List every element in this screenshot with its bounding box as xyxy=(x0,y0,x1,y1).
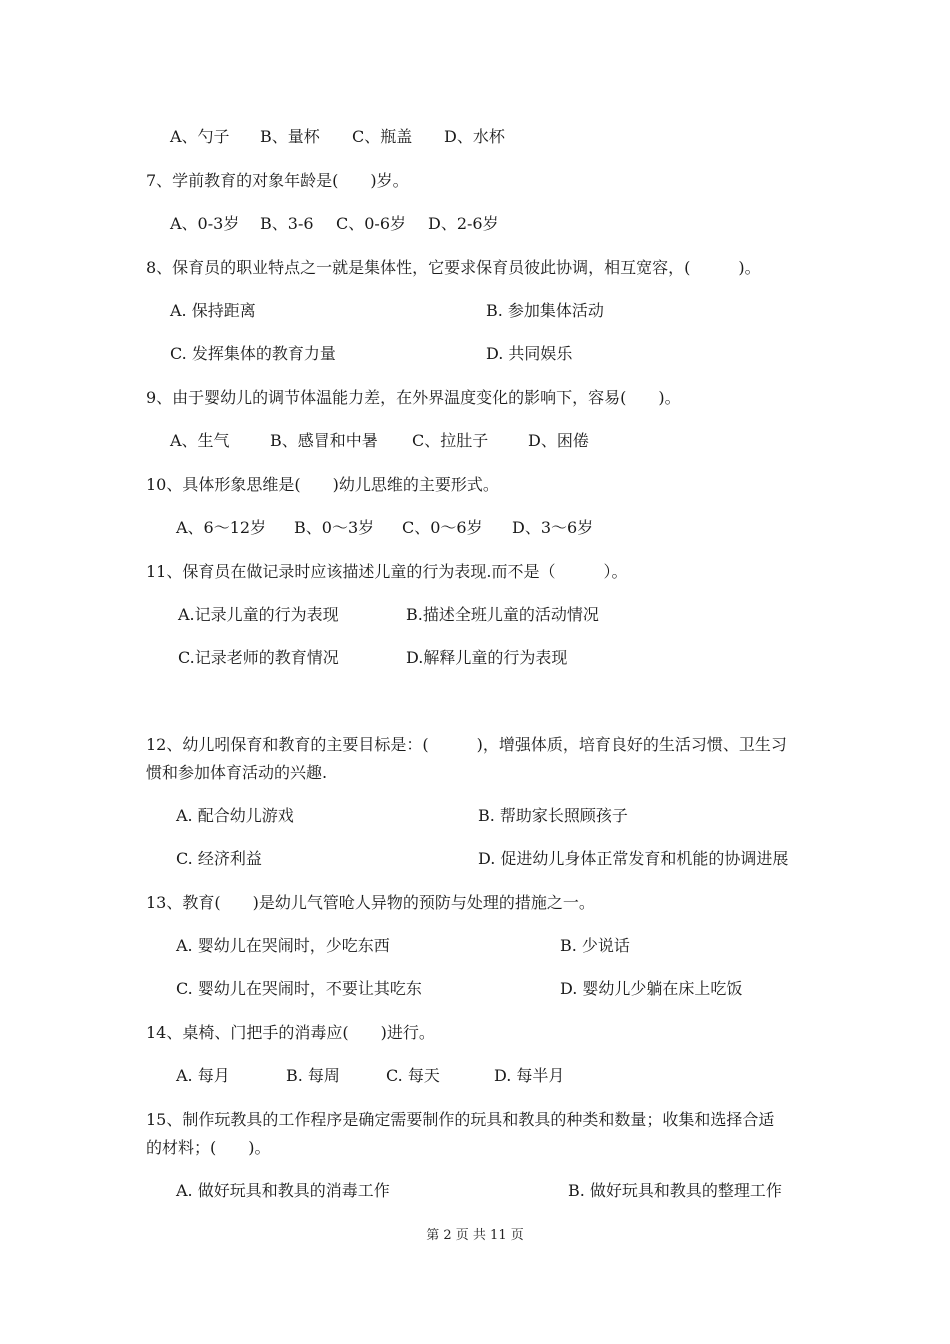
q12-option-b: B. 帮助家长照顾孩子 xyxy=(478,806,628,825)
page-footer: 第 2 页 共 11 页 xyxy=(426,1228,524,1243)
q11-stem: 11、保育员在做记录时应该描述儿童的行为表现.而不是（ ）。 xyxy=(146,562,628,581)
q14-option-d: D. 每半月 xyxy=(494,1066,565,1085)
q10-option-b: B、0～3岁 xyxy=(294,518,375,537)
q6-option-d: D、水杯 xyxy=(444,127,505,146)
q13-option-d: D. 婴幼儿少躺在床上吃饭 xyxy=(560,979,743,998)
q7-stem: 7、学前教育的对象年龄是( )岁。 xyxy=(146,171,409,190)
q11-option-d: D.解释儿童的行为表现 xyxy=(406,648,568,667)
q13-stem: 13、教育( )是幼儿气管呛人异物的预防与处理的措施之一。 xyxy=(146,893,595,912)
q6-option-c: C、瓶盖 xyxy=(352,127,413,146)
q14-stem: 14、桌椅、门把手的消毒应( )进行。 xyxy=(146,1023,435,1042)
q8-option-c: C. 发挥集体的教育力量 xyxy=(170,344,336,363)
q13-option-a: A. 婴幼儿在哭闹时，少吃东西 xyxy=(176,936,390,955)
q12-stem-line2: 惯和参加体育活动的兴趣. xyxy=(146,763,328,782)
q11-option-a: A.记录儿童的行为表现 xyxy=(178,605,339,624)
q9-option-d: D、困倦 xyxy=(528,431,589,450)
q12-stem-line1: 12、幼儿吲保育和教育的主要目标是：( )，增强体质，培育良好的生活习惯、卫生习 xyxy=(146,735,787,754)
q9-option-b: B、感冒和中暑 xyxy=(270,431,378,450)
q14-option-b: B. 每周 xyxy=(286,1066,340,1085)
q10-stem: 10、具体形象思维是( )幼儿思维的主要形式。 xyxy=(146,475,499,494)
q7-option-c: C、0-6岁 xyxy=(336,214,407,233)
q9-option-a: A、生气 xyxy=(170,431,230,450)
q7-option-a: A、0-3岁 xyxy=(170,214,240,233)
q7-option-b: B、3-6 xyxy=(260,214,314,233)
q12-option-c: C. 经济利益 xyxy=(176,849,262,868)
q8-stem: 8、保育员的职业特点之一就是集体性，它要求保育员彼此协调，相互宽容，( )。 xyxy=(146,258,761,277)
q15-option-b: B. 做好玩具和教具的整理工作 xyxy=(568,1181,782,1200)
q8-option-a: A. 保持距离 xyxy=(170,301,256,320)
q8-option-b: B. 参加集体活动 xyxy=(486,301,604,320)
q10-option-c: C、0～6岁 xyxy=(402,518,483,537)
q13-option-b: B. 少说话 xyxy=(560,936,630,955)
q15-stem-line1: 15、制作玩教具的工作程序是确定需要制作的玩具和教具的种类和数量；收集和选择合适 xyxy=(146,1110,775,1129)
q10-option-a: A、6～12岁 xyxy=(176,518,267,537)
q15-stem-line2: 的材料；( )。 xyxy=(146,1138,271,1157)
q14-option-a: A. 每月 xyxy=(176,1066,230,1085)
q10-option-d: D、3～6岁 xyxy=(512,518,594,537)
q11-option-b: B.描述全班儿童的活动情况 xyxy=(406,605,599,624)
q14-option-c: C. 每天 xyxy=(386,1066,440,1085)
q8-option-d: D. 共同娱乐 xyxy=(486,344,573,363)
q7-option-d: D、2-6岁 xyxy=(428,214,499,233)
q9-option-c: C、拉肚子 xyxy=(412,431,489,450)
q11-option-c: C.记录老师的教育情况 xyxy=(178,648,339,667)
q6-option-a: A、勺子 xyxy=(170,127,230,146)
q12-option-d: D. 促进幼儿身体正常发育和机能的协调进展 xyxy=(478,849,789,868)
q9-stem: 9、由于婴幼儿的调节体温能力差，在外界温度变化的影响下，容易( )。 xyxy=(146,388,681,407)
q6-option-b: B、量杯 xyxy=(260,127,320,146)
q13-option-c: C. 婴幼儿在哭闹时，不要让其吃东 xyxy=(176,979,422,998)
q15-option-a: A. 做好玩具和教具的消毒工作 xyxy=(176,1181,390,1200)
q12-option-a: A. 配合幼儿游戏 xyxy=(176,806,294,825)
